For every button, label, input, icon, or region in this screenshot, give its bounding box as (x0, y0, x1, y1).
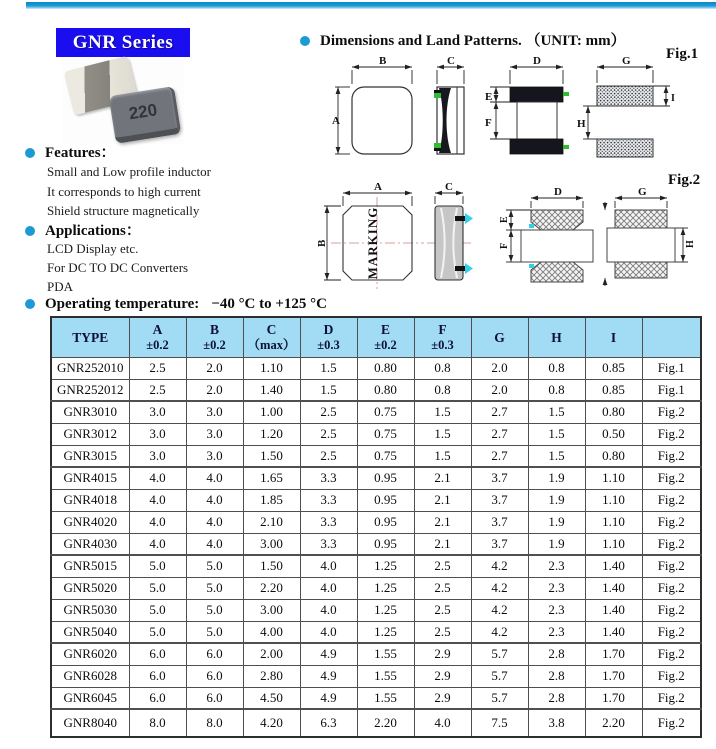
table-row (51, 665, 701, 687)
table-cell: 1.70 (585, 643, 642, 665)
table-cell: GNR6020 (51, 643, 129, 665)
table-cell: 0.95 (357, 511, 414, 533)
table-cell: 1.10 (585, 511, 642, 533)
table-cell: 3.3 (300, 533, 357, 555)
table-cell: 4.2 (471, 621, 528, 643)
table-cell: Fig.1 (642, 357, 701, 379)
table-cell: 3.8 (528, 709, 585, 737)
table-row (51, 577, 701, 599)
bullet-icon (300, 36, 310, 46)
table-cell: Fig.2 (642, 621, 701, 643)
table-cell: 5.7 (471, 687, 528, 709)
svg-text:H: H (577, 118, 586, 130)
table-cell: 3.7 (471, 489, 528, 511)
product-photo (62, 58, 184, 144)
table-cell: 0.95 (357, 489, 414, 511)
table-cell: 6.3 (300, 709, 357, 737)
table-row (51, 533, 701, 555)
table-cell: 2.20 (243, 577, 300, 599)
table-cell: 2.7 (471, 423, 528, 445)
table-cell: Fig.2 (642, 577, 701, 599)
table-cell: 0.85 (585, 357, 642, 379)
table-cell: 3.00 (243, 533, 300, 555)
bullet-icon (25, 299, 35, 309)
table-cell: 1.5 (300, 379, 357, 401)
table-cell: Fig.2 (642, 401, 701, 423)
table-cell: 1.5 (414, 445, 471, 467)
table-cell: 2.3 (528, 599, 585, 621)
table-cell: 4.0 (129, 511, 186, 533)
table-cell: 0.80 (585, 401, 642, 423)
table-cell: 5.0 (129, 577, 186, 599)
table-cell: 4.0 (300, 621, 357, 643)
dimensions-table (50, 316, 702, 738)
table-cell: 0.8 (414, 357, 471, 379)
table-cell: 3.0 (129, 423, 186, 445)
table-cell: 1.10 (585, 533, 642, 555)
table-cell: 6.0 (186, 665, 243, 687)
applications-heading (25, 219, 141, 240)
table-cell: 2.0 (186, 357, 243, 379)
table-cell: 4.20 (243, 709, 300, 737)
table-cell: 1.55 (357, 687, 414, 709)
table-cell: 1.5 (300, 357, 357, 379)
table-cell: 1.20 (243, 423, 300, 445)
table-cell: 8.0 (129, 709, 186, 737)
table-cell: 3.0 (186, 445, 243, 467)
features-heading (25, 141, 116, 162)
fig2-label: Fig.2 (668, 172, 701, 188)
table-cell: 2.5 (300, 423, 357, 445)
table-cell: 1.25 (357, 621, 414, 643)
table-cell: GNR252012 (51, 379, 129, 401)
features-title: Features： (45, 145, 116, 161)
table-cell: 2.0 (186, 379, 243, 401)
table-cell: 1.00 (243, 401, 300, 423)
svg-text:G: G (638, 186, 647, 198)
table-cell: 2.7 (471, 401, 528, 423)
series-title-badge (56, 28, 190, 57)
table-cell: GNR6045 (51, 687, 129, 709)
table-row (51, 555, 701, 577)
table-cell: 3.00 (243, 599, 300, 621)
table-cell: 2.1 (414, 533, 471, 555)
column-header: C （max） (243, 317, 300, 357)
table-cell: 6.0 (186, 643, 243, 665)
table-cell: 1.9 (528, 489, 585, 511)
table-cell: GNR3010 (51, 401, 129, 423)
table-cell: 3.3 (300, 467, 357, 489)
table-row (51, 423, 701, 445)
table-cell: 4.50 (243, 687, 300, 709)
table-cell: GNR5020 (51, 577, 129, 599)
feature-item: Shield structure magnetically (47, 203, 200, 218)
table-cell: 0.80 (357, 357, 414, 379)
table-cell: 0.75 (357, 423, 414, 445)
svg-text:H: H (685, 240, 696, 248)
table-cell: 6.0 (129, 665, 186, 687)
table-cell: 4.2 (471, 555, 528, 577)
table-row (51, 379, 701, 401)
table-cell: 2.5 (414, 577, 471, 599)
table-row (51, 511, 701, 533)
table-cell: 4.9 (300, 665, 357, 687)
table-cell: Fig.1 (642, 379, 701, 401)
svg-text:C: C (447, 55, 455, 67)
table-cell: 2.5 (300, 401, 357, 423)
table-cell: 1.40 (585, 577, 642, 599)
table-cell: 1.25 (357, 555, 414, 577)
column-header: I (585, 317, 642, 357)
table-cell: 4.0 (300, 577, 357, 599)
svg-text:D: D (554, 186, 562, 198)
table-cell: 1.55 (357, 665, 414, 687)
table-cell: 2.3 (528, 555, 585, 577)
table-row (51, 687, 701, 709)
table-cell: Fig.2 (642, 555, 701, 577)
table-cell: 1.40 (243, 379, 300, 401)
marking-text: MARKING (365, 206, 380, 280)
table-row (51, 489, 701, 511)
table-cell: Fig.2 (642, 423, 701, 445)
table-cell: 1.9 (528, 511, 585, 533)
table-cell: 5.7 (471, 643, 528, 665)
table-row (51, 599, 701, 621)
application-item: For DC TO DC Converters (47, 260, 189, 275)
table-cell: 5.7 (471, 665, 528, 687)
svg-text:F: F (485, 117, 492, 129)
table-cell: 4.0 (129, 467, 186, 489)
table-cell: GNR3015 (51, 445, 129, 467)
table-cell: 4.2 (471, 599, 528, 621)
table-cell: 1.70 (585, 687, 642, 709)
table-cell: 1.65 (243, 467, 300, 489)
table-cell: 1.85 (243, 489, 300, 511)
table-cell: 6.0 (129, 687, 186, 709)
table-cell: 1.50 (243, 555, 300, 577)
svg-text:E: E (485, 91, 493, 103)
table-cell: 5.0 (186, 599, 243, 621)
column-header: G (471, 317, 528, 357)
table-cell: 0.85 (585, 379, 642, 401)
column-header: E ±0.2 (357, 317, 414, 357)
table-cell: 2.1 (414, 511, 471, 533)
table-cell: 0.50 (585, 423, 642, 445)
table-cell: 4.0 (129, 533, 186, 555)
table-cell: 3.7 (471, 533, 528, 555)
table-cell: 7.5 (471, 709, 528, 737)
inductor-marking: 220 (127, 100, 159, 124)
table-cell: 6.0 (186, 687, 243, 709)
table-cell: 2.20 (585, 709, 642, 737)
series-title: GNR Series (72, 31, 174, 53)
table-row (51, 445, 701, 467)
table-cell: Fig.2 (642, 511, 701, 533)
table-cell: 1.25 (357, 577, 414, 599)
table-cell: 1.25 (357, 599, 414, 621)
table-cell: 2.3 (528, 577, 585, 599)
table-cell: 2.0 (471, 379, 528, 401)
dimensions-heading (300, 29, 626, 50)
svg-text:E: E (499, 216, 510, 223)
table-cell: 2.5 (414, 555, 471, 577)
fig1-drawing (330, 54, 716, 172)
column-header: A ±0.2 (129, 317, 186, 357)
table-cell: GNR6028 (51, 665, 129, 687)
table-cell: 4.9 (300, 643, 357, 665)
table-cell: 5.0 (186, 555, 243, 577)
column-header: TYPE (51, 317, 129, 357)
table-cell: 0.8 (528, 379, 585, 401)
table-cell: 5.0 (186, 577, 243, 599)
table-cell: 0.8 (414, 379, 471, 401)
svg-text:A: A (332, 115, 340, 127)
table-cell: 3.3 (300, 511, 357, 533)
svg-text:C: C (445, 181, 453, 193)
table-cell: 1.5 (414, 423, 471, 445)
table-cell: GNR5015 (51, 555, 129, 577)
table-cell: 2.80 (243, 665, 300, 687)
column-header: D ±0.3 (300, 317, 357, 357)
table-cell: 3.0 (129, 401, 186, 423)
column-header (642, 317, 701, 357)
table-cell: 4.2 (471, 577, 528, 599)
table-cell: 4.0 (186, 489, 243, 511)
table-cell: 1.5 (528, 401, 585, 423)
table-row (51, 709, 701, 737)
table-cell: 2.5 (414, 599, 471, 621)
table-cell: 1.10 (585, 467, 642, 489)
table-cell: 6.0 (129, 643, 186, 665)
table-cell: 2.9 (414, 665, 471, 687)
fig2-drawing (315, 170, 716, 304)
inductor-image-front (109, 86, 182, 144)
table-cell: 4.0 (300, 599, 357, 621)
table-cell: 1.10 (243, 357, 300, 379)
column-header: B ±0.2 (186, 317, 243, 357)
table-cell: 2.1 (414, 467, 471, 489)
table-cell: 2.0 (471, 357, 528, 379)
table-row (51, 357, 701, 379)
table-cell: 4.0 (300, 555, 357, 577)
table-cell: 4.9 (300, 687, 357, 709)
table-cell: Fig.2 (642, 533, 701, 555)
svg-text:F: F (499, 242, 510, 249)
applications-title: Applications： (45, 223, 141, 239)
svg-text:G: G (622, 55, 631, 67)
table-cell: 3.0 (186, 423, 243, 445)
table-cell: Fig.2 (642, 445, 701, 467)
table-cell: 5.0 (129, 555, 186, 577)
table-cell: 2.8 (528, 687, 585, 709)
table-cell: 4.00 (243, 621, 300, 643)
table-cell: 4.0 (129, 489, 186, 511)
table-cell: 1.5 (528, 445, 585, 467)
table-cell: GNR252010 (51, 357, 129, 379)
table-cell: 5.0 (129, 621, 186, 643)
table-cell: 3.0 (186, 401, 243, 423)
dimensions-title: Dimensions and Land Patterns. （UNIT: mm） (320, 33, 626, 49)
table-cell: 2.9 (414, 643, 471, 665)
table-cell: 0.75 (357, 445, 414, 467)
table-cell: 2.20 (357, 709, 414, 737)
table-cell: 0.95 (357, 533, 414, 555)
table-cell: 1.9 (528, 467, 585, 489)
table-cell: 4.0 (186, 467, 243, 489)
table-cell: Fig.2 (642, 665, 701, 687)
table-cell: 3.7 (471, 511, 528, 533)
table-cell: GNR3012 (51, 423, 129, 445)
table-cell: GNR5030 (51, 599, 129, 621)
table-cell: 4.0 (186, 511, 243, 533)
table-body (51, 357, 701, 737)
column-header: F ±0.3 (414, 317, 471, 357)
table-cell: Fig.2 (642, 489, 701, 511)
operating-value: −40 °C to +125 °C (211, 296, 328, 312)
operating-label: Operating temperature: (45, 296, 200, 312)
table-cell: Fig.2 (642, 687, 701, 709)
table-cell: 5.0 (186, 621, 243, 643)
fig1-label: Fig.1 (666, 46, 699, 62)
table-cell: 1.5 (528, 423, 585, 445)
table-cell: 2.00 (243, 643, 300, 665)
operating-temperature-line (25, 295, 327, 313)
table-cell: GNR8040 (51, 709, 129, 737)
table-cell: GNR5040 (51, 621, 129, 643)
bullet-icon (25, 226, 35, 236)
svg-text:A: A (374, 181, 382, 193)
table-cell: 2.8 (528, 643, 585, 665)
table-cell: GNR4015 (51, 467, 129, 489)
svg-text:D: D (533, 55, 541, 67)
table-row (51, 401, 701, 423)
table-cell: Fig.2 (642, 643, 701, 665)
feature-item: Small and Low profile inductor (47, 164, 211, 179)
table-cell: 2.5 (129, 357, 186, 379)
table-cell: 4.0 (186, 533, 243, 555)
table-cell: 1.40 (585, 555, 642, 577)
table-cell: 2.1 (414, 489, 471, 511)
table-cell: 0.75 (357, 401, 414, 423)
svg-text:B: B (316, 239, 328, 247)
table-cell: 2.5 (300, 445, 357, 467)
table-cell: 0.80 (357, 379, 414, 401)
table-cell: 5.0 (129, 599, 186, 621)
table-cell: 1.70 (585, 665, 642, 687)
table-cell: 0.8 (528, 357, 585, 379)
application-item: PDA (47, 279, 74, 294)
table-row (51, 621, 701, 643)
table-cell: 2.3 (528, 621, 585, 643)
table-cell: 1.40 (585, 621, 642, 643)
table-cell: 3.0 (129, 445, 186, 467)
table-cell: 0.95 (357, 467, 414, 489)
table-cell: GNR4020 (51, 511, 129, 533)
table-cell: 1.40 (585, 599, 642, 621)
table-cell: 2.5 (414, 621, 471, 643)
table-header-row (51, 317, 701, 357)
table-cell: 1.50 (243, 445, 300, 467)
top-accent-bar (26, 2, 716, 9)
table-row (51, 643, 701, 665)
table-cell: GNR4018 (51, 489, 129, 511)
table-cell: Fig.2 (642, 599, 701, 621)
table-cell: 8.0 (186, 709, 243, 737)
table-cell: 3.7 (471, 467, 528, 489)
table-cell: 1.55 (357, 643, 414, 665)
table-cell: 2.5 (129, 379, 186, 401)
table-cell: 1.10 (585, 489, 642, 511)
table-cell: GNR4030 (51, 533, 129, 555)
feature-item: It corresponds to high current (47, 184, 201, 199)
column-header: H (528, 317, 585, 357)
svg-text:I: I (671, 93, 675, 104)
table-cell: 3.3 (300, 489, 357, 511)
table-cell: 1.5 (414, 401, 471, 423)
table-cell: 2.9 (414, 687, 471, 709)
table-cell: 2.10 (243, 511, 300, 533)
table-cell: 0.80 (585, 445, 642, 467)
table-cell: 2.8 (528, 665, 585, 687)
bullet-icon (25, 148, 35, 158)
table-cell: 4.0 (414, 709, 471, 737)
fig1-outlines (352, 86, 653, 157)
table-cell: 1.9 (528, 533, 585, 555)
application-item: LCD Display etc. (47, 241, 139, 256)
table-row (51, 467, 701, 489)
table-cell: Fig.2 (642, 709, 701, 737)
svg-text:B: B (379, 55, 387, 67)
table-cell: 2.7 (471, 445, 528, 467)
table-cell: Fig.2 (642, 467, 701, 489)
